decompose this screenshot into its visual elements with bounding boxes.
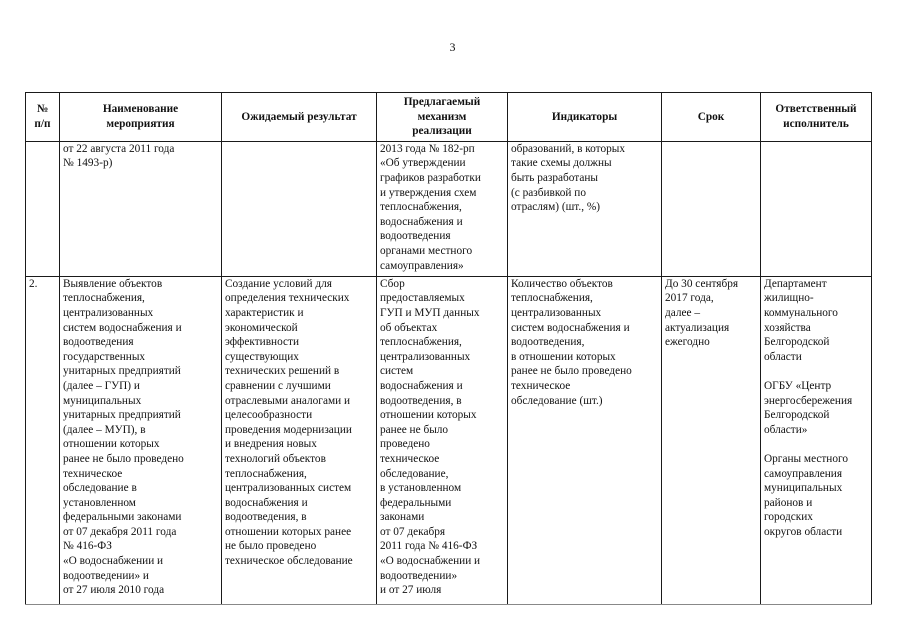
- cell-deadline: [662, 141, 761, 276]
- cell-result: [222, 141, 377, 276]
- header-responsible: Ответственный исполнитель: [761, 93, 872, 142]
- table-row-2: [26, 276, 872, 605]
- cell-deadline: До 30 сентября 2017 года, далее – актуализация ежегодно: [662, 276, 761, 605]
- table-header-row: [26, 93, 872, 142]
- cell-mechanism: Сбор предоставляемых ГУП и МУП данных об объектах теплоснабжения, централизованных систем водоснабжения и водоотведения, в отношении которых ранее не было проведено техническое обследование, в установленном федеральными законами от 07 декабря 2011 года № 416-ФЗ «О водоснабжении и водоотведении» и от 27 июля: [377, 276, 508, 605]
- page-bottom-rule: [25, 604, 872, 605]
- activities-table: [25, 92, 872, 605]
- cell-event: Выявление объектов теплоснабжения, централизованных систем водоснабжения и водоотведения государственных унитарных предприятий (далее – ГУП) и муниципальных унитарных предприятий (далее – МУП), в отношении которых ранее не было проведено техническое обследование в установленном федеральными законами от 07 декабря 2011 года № 416-ФЗ «О водоснабжении и водоотведении» и от 27 июля 2010 года: [60, 276, 222, 605]
- cell-result: Создание условий для определения технических характеристик и экономической эффективности существующих технических решений в сравнении с лучшими отраслевыми аналогами и целесообразности проведения модернизации и внедрения новых технологий объектов теплоснабжения, централизованных систем водоснабжения и водоотведения, в отношении которых ранее не было проведено техническое обследование: [222, 276, 377, 605]
- header-number: № п/п: [26, 93, 60, 142]
- cell-event: от 22 августа 2011 года № 1493-р): [60, 141, 222, 276]
- cell-number: [26, 141, 60, 276]
- header-deadline: Срок: [662, 93, 761, 142]
- page-number: 3: [449, 40, 456, 54]
- cell-indicators: образований, в которых такие схемы должны быть разработаны (с разбивкой по отраслям) (шт., %): [508, 141, 662, 276]
- cell-indicators: Количество объектов теплоснабжения, централизованных систем водоснабжения и водоотведения, в отношении которых ранее не было проведено техническое обследование (шт.): [508, 276, 662, 605]
- header-event: Наименование мероприятия: [60, 93, 222, 142]
- cell-number: 2.: [26, 276, 60, 605]
- header-indicators: Индикаторы: [508, 93, 662, 142]
- header-result: Ожидаемый результат: [222, 93, 377, 142]
- table-row-continuation: [26, 141, 872, 276]
- cell-responsible: [761, 141, 872, 276]
- header-mechanism: Предлагаемый механизм реализации: [377, 93, 508, 142]
- cell-mechanism: 2013 года № 182-рп «Об утверждении графиков разработки и утверждения схем теплоснабжения, водоснабжения и водоотведения органами местного самоуправления»: [377, 141, 508, 276]
- cell-responsible: Департамент жилищно- коммунального хозяйства Белгородской области ОГБУ «Центр энергосбережения Белгородской области» Органы местного самоуправления муниципальных районов и городских округов области: [761, 276, 872, 605]
